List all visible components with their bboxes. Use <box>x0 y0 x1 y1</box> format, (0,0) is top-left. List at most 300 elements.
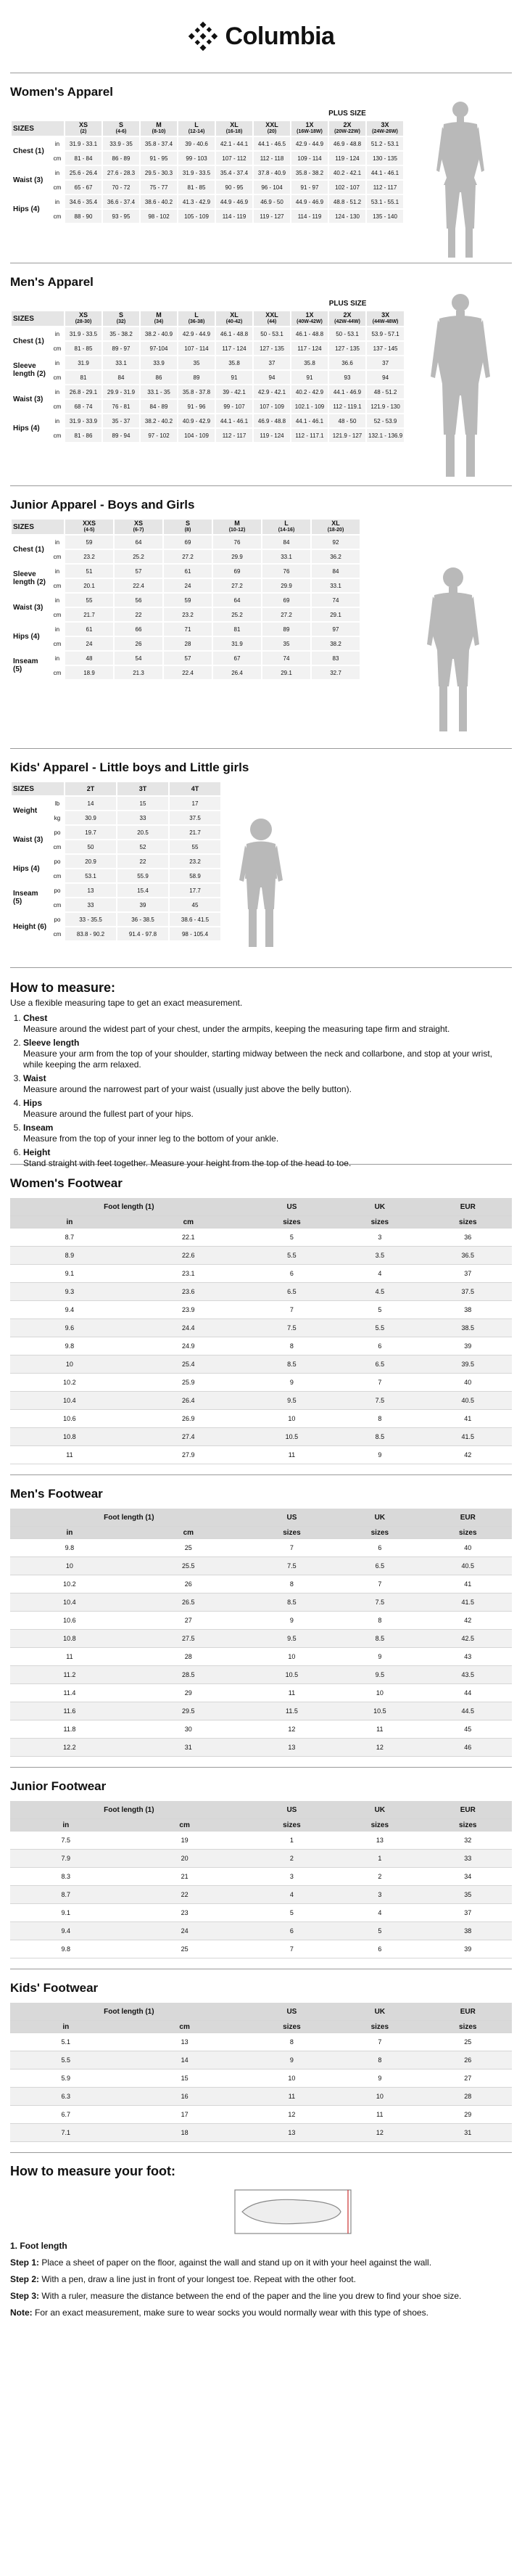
size-value: 29.9 - 31.9 <box>103 385 139 398</box>
size-code: L <box>194 121 199 128</box>
footwear-cell: 39.5 <box>424 1355 512 1374</box>
footwear-cell: 10.2 <box>10 1575 129 1593</box>
unit-in: in <box>54 417 60 424</box>
size-value: 89 <box>262 623 310 636</box>
size-value: 29.9 <box>262 579 310 592</box>
footwear-subheader: sizes <box>336 1819 423 1831</box>
footwear-section <box>0 1176 522 1475</box>
measure-row-in <box>12 414 404 427</box>
size-value: 22.4 <box>115 579 162 592</box>
measure-step <box>23 1147 512 1169</box>
size-value: 127 - 135 <box>329 342 365 355</box>
footwear-subheader: cm <box>122 1819 248 1831</box>
footwear-cell: 11 <box>248 1446 336 1464</box>
footwear-col-header: US <box>248 2003 336 2021</box>
size-range: (24W-26W) <box>372 129 398 134</box>
size-value: 35 <box>262 637 310 650</box>
footwear-cell: 11.5 <box>248 1702 336 1720</box>
unit-in: in <box>54 388 60 395</box>
foot-step-label: Note: <box>10 2308 33 2318</box>
footwear-cell: 40 <box>424 1539 512 1557</box>
measure-step-title: 5. Inseam <box>23 1123 54 1133</box>
size-header-cell <box>65 311 102 326</box>
size-value: 48 <box>65 652 113 665</box>
measure-label: Inseam (5) <box>13 657 38 673</box>
unit-cm: cm <box>53 582 62 589</box>
footwear-cell: 17 <box>122 2106 248 2124</box>
women-apparel-section <box>0 85 522 263</box>
size-value: 29.1 <box>262 666 310 679</box>
footwear-cell: 8.5 <box>336 1630 423 1648</box>
size-range: (2) <box>80 129 87 134</box>
size-code: M <box>156 121 162 128</box>
footwear-cell: 5 <box>248 1228 336 1247</box>
size-value: 91.4 - 97.8 <box>117 927 168 940</box>
footwear-cell: 31 <box>129 1739 248 1757</box>
size-value: 76 <box>262 565 310 578</box>
footwear-cell: 8.9 <box>10 1247 129 1265</box>
measure-row-in <box>12 623 360 636</box>
male-body-figure <box>420 290 500 482</box>
size-value: 44.1 - 46.5 <box>254 137 290 150</box>
measure-label: Height (6) <box>13 922 47 931</box>
size-value: 114 - 119 <box>291 210 328 223</box>
footwear-cell: 5.5 <box>10 2051 122 2070</box>
measure-row-in <box>12 565 360 578</box>
size-value: 29.1 <box>312 608 360 621</box>
size-value: 30.9 <box>65 811 116 824</box>
footwear-cell: 1 <box>336 1850 423 1868</box>
measure-label: Sleeve length (2) <box>13 362 46 378</box>
kids-apparel-title: Kids' Apparel - Little boys and Little girls <box>10 760 249 774</box>
size-value: 84 - 89 <box>141 400 177 413</box>
measure-row-in <box>12 652 360 665</box>
size-range: (14-16) <box>278 528 295 533</box>
men-apparel-title: Men's Apparel <box>10 275 94 289</box>
size-header-row <box>12 782 220 795</box>
size-value: 104 - 109 <box>178 429 215 442</box>
unit-cm: cm <box>53 345 62 352</box>
footwear-cell: 25.4 <box>129 1355 248 1374</box>
size-value: 130 - 135 <box>367 152 403 165</box>
size-value: 27.6 - 28.3 <box>103 166 139 179</box>
size-value: 44.1 - 46.1 <box>216 414 252 427</box>
size-range: (16W-18W) <box>297 129 323 134</box>
unit-in: in <box>54 359 60 366</box>
footwear-cell: 44 <box>424 1684 512 1702</box>
footwear-cell: 6.5 <box>336 1557 423 1575</box>
size-header-cell <box>262 520 310 534</box>
footwear-cell: 6 <box>336 1539 423 1557</box>
size-range: (42W-44W) <box>334 319 360 324</box>
unit-2: cm <box>53 872 62 879</box>
measure-label: Chest (1) <box>13 147 44 155</box>
measure-row-cm <box>12 637 360 650</box>
size-value: 36.2 <box>312 550 360 563</box>
size-value: 89 <box>178 371 215 384</box>
divider <box>10 1767 512 1768</box>
plus-size-label: PLUS SIZE <box>328 109 366 118</box>
size-value: 33 <box>117 811 168 824</box>
size-header-cell: 4T <box>170 782 220 795</box>
footwear-cell: 9.8 <box>10 1940 122 1958</box>
footwear-cell: 13 <box>248 2124 336 2142</box>
footwear-cell: 26.9 <box>129 1410 248 1428</box>
size-value: 117 - 124 <box>291 342 328 355</box>
size-value: 31.9 - 33.5 <box>178 166 215 179</box>
size-range: (8) <box>184 528 191 533</box>
size-value: 89 - 97 <box>103 342 139 355</box>
footwear-row <box>10 2088 512 2106</box>
size-value: 21.7 <box>170 826 220 839</box>
size-value: 14 <box>65 797 116 810</box>
footwear-cell: 41.5 <box>424 1428 512 1446</box>
footwear-cell: 27.4 <box>129 1428 248 1446</box>
footwear-row <box>10 1904 512 1922</box>
men-size-table <box>10 295 405 443</box>
unit-1: po <box>54 887 61 894</box>
size-value: 74 <box>312 594 360 607</box>
footwear-cell: 27.5 <box>129 1630 248 1648</box>
size-code: S <box>185 520 190 527</box>
footwear-section <box>0 1981 522 2153</box>
size-value: 59 <box>164 594 212 607</box>
footwear-cell: 37 <box>424 1904 512 1922</box>
footwear-cell: 23.9 <box>129 1301 248 1319</box>
size-value: 99 - 103 <box>178 152 215 165</box>
footwear-cell: 40.5 <box>424 1392 512 1410</box>
footwear-cell: 12 <box>336 1739 423 1757</box>
size-header-cell <box>103 121 139 136</box>
measure-step <box>23 1013 512 1035</box>
size-value: 81 - 85 <box>65 342 102 355</box>
footwear-cell: 35 <box>424 1886 512 1904</box>
size-value: 55 <box>65 594 113 607</box>
female-body-figure <box>420 98 500 261</box>
footwear-title: Kids' Footwear <box>10 1981 99 1995</box>
size-value: 38.6 - 40.2 <box>141 195 177 208</box>
size-value: 46.9 - 48.8 <box>329 137 365 150</box>
size-value: 76 <box>213 536 261 549</box>
footwear-cell: 33 <box>424 1850 512 1868</box>
footwear-row <box>10 1886 512 1904</box>
footwear-row <box>10 1247 512 1265</box>
footwear-cell: 32 <box>424 1831 512 1850</box>
size-value: 61 <box>164 565 212 578</box>
footwear-cell: 2 <box>336 1868 423 1886</box>
size-value: 22.4 <box>164 666 212 679</box>
size-header-cell <box>65 520 113 534</box>
size-header-cell <box>178 121 215 136</box>
footwear-cell: 6.5 <box>336 1355 423 1374</box>
size-value: 42.9 - 44.9 <box>178 327 215 340</box>
size-value: 31.9 - 33.9 <box>65 414 102 427</box>
footwear-col-header: UK <box>336 1801 423 1819</box>
toddler-body-figure <box>232 815 290 953</box>
size-value: 91 <box>216 371 252 384</box>
footwear-row <box>10 1446 512 1464</box>
size-range: (20W-22W) <box>334 129 360 134</box>
men-apparel-section <box>0 275 522 485</box>
unit-cm: cm <box>53 432 62 439</box>
size-header-cell <box>367 121 403 136</box>
size-value: 35.8 - 38.2 <box>291 166 328 179</box>
footwear-cell: 41.5 <box>424 1593 512 1612</box>
foot-measure-title: How to measure your foot: <box>10 2164 176 2178</box>
footwear-cell: 13 <box>248 1739 336 1757</box>
size-value: 26.8 - 29.1 <box>65 385 102 398</box>
size-value: 55.9 <box>117 869 168 882</box>
size-value: 44.9 - 46.9 <box>216 195 252 208</box>
unit-2: cm <box>53 901 62 908</box>
size-header-cell <box>141 121 177 136</box>
size-value: 33.1 <box>312 579 360 592</box>
size-value: 37 <box>254 356 290 369</box>
footwear-row <box>10 1428 512 1446</box>
foot-step-label: Step 2: <box>10 2274 40 2284</box>
measure-label: Waist (3) <box>13 395 44 403</box>
size-value: 31.9 - 33.5 <box>65 327 102 340</box>
size-range: (32) <box>116 319 126 324</box>
footwear-subheader: sizes <box>424 1819 512 1831</box>
footwear-cell: 28 <box>424 2088 512 2106</box>
footwear-cell: 40 <box>424 1374 512 1392</box>
unit-1: po <box>54 858 61 865</box>
size-code: 3X <box>381 311 390 319</box>
footwear-row <box>10 1539 512 1557</box>
footwear-cell: 34 <box>424 1868 512 1886</box>
footwear-cell: 5 <box>336 1301 423 1319</box>
measure-label: Waist (3) <box>13 603 44 612</box>
footwear-cell: 23.6 <box>129 1283 248 1301</box>
footwear-cell: 39 <box>424 1940 512 1958</box>
measure-step-desc: Measure around the narrowest part of your waist (usually just above the belly button). <box>23 1084 352 1094</box>
footwear-row <box>10 1720 512 1739</box>
footwear-cell: 11 <box>10 1648 129 1666</box>
size-value: 69 <box>213 565 261 578</box>
unit-1: po <box>54 916 61 923</box>
size-header-cell: 3T <box>117 782 168 795</box>
size-value: 58.9 <box>170 869 220 882</box>
unit-2: kg <box>54 814 61 821</box>
footwear-cell: 11.4 <box>10 1684 129 1702</box>
footwear-cell: 4 <box>336 1904 423 1922</box>
measure-step-desc: Measure around the widest part of your chest, under the armpits, keeping the measuring tape firm and straight. <box>23 1024 450 1034</box>
foot-step <box>10 2291 512 2302</box>
measure-row-in <box>12 385 404 398</box>
size-value: 37.5 <box>170 811 220 824</box>
size-value: 26.4 <box>213 666 261 679</box>
foot-steps-list <box>10 2257 512 2318</box>
size-value: 114 - 119 <box>216 210 252 223</box>
measure-label: Chest (1) <box>13 337 44 345</box>
footwear-row <box>10 1831 512 1850</box>
size-header-cell <box>164 520 212 534</box>
unit-cm: cm <box>53 669 62 676</box>
footwear-subheader: sizes <box>424 2021 512 2033</box>
junior-apparel-section <box>0 498 522 748</box>
footwear-cell: 18 <box>122 2124 248 2142</box>
size-value: 35 - 37 <box>103 414 139 427</box>
footwear-cell: 9.4 <box>10 1301 129 1319</box>
measure-row-1 <box>12 855 220 868</box>
divider <box>10 748 512 749</box>
footwear-cell: 30 <box>129 1720 248 1739</box>
footwear-col-header: US <box>248 1509 336 1527</box>
measure-step-desc: Stand straight with feet together. Measure your height from the top of the head to toe. <box>23 1158 352 1168</box>
footwear-col-header: EUR <box>424 1801 512 1819</box>
size-value: 96 - 104 <box>254 181 290 194</box>
footwear-cell: 27 <box>129 1612 248 1630</box>
footwear-subheader: sizes <box>248 2021 336 2033</box>
footwear-size-table <box>10 1801 512 1958</box>
columbia-diamond-icon <box>188 21 218 52</box>
size-value: 42.1 - 44.1 <box>216 137 252 150</box>
footwear-cell: 10 <box>336 1684 423 1702</box>
size-value: 99 - 107 <box>216 400 252 413</box>
footwear-cell: 6 <box>336 1337 423 1355</box>
size-header-cell <box>178 311 215 326</box>
size-value: 35 - 38.2 <box>103 327 139 340</box>
size-value: 44.1 - 46.1 <box>291 414 328 427</box>
measure-row-1 <box>12 884 220 897</box>
foot-length-header: Foot length (1) <box>10 1801 248 1819</box>
size-value: 29.9 <box>213 550 261 563</box>
size-value: 45 <box>170 898 220 911</box>
footwear-subheader-row <box>10 2021 512 2033</box>
size-range: (4-5) <box>83 528 95 533</box>
size-value: 84 <box>103 371 139 384</box>
size-value: 121.9 - 130 <box>367 400 404 413</box>
size-value: 137 - 145 <box>367 342 404 355</box>
size-value: 35.8 - 37.8 <box>178 385 215 398</box>
size-range: (28-30) <box>75 319 92 324</box>
size-value: 112 - 117.1 <box>291 429 328 442</box>
footwear-cell: 22 <box>122 1886 248 1904</box>
footwear-row <box>10 1337 512 1355</box>
size-value: 25.6 - 26.4 <box>65 166 102 179</box>
footwear-cell: 10 <box>10 1557 129 1575</box>
footwear-cell: 7 <box>336 1575 423 1593</box>
size-value: 119 - 127 <box>254 210 290 223</box>
footwear-cell: 8.5 <box>248 1355 336 1374</box>
size-value: 92 <box>312 536 360 549</box>
footwear-cell: 8.3 <box>10 1868 122 1886</box>
footwear-row <box>10 1265 512 1283</box>
size-value: 112 - 117 <box>216 429 252 442</box>
footwear-cell: 41 <box>424 1575 512 1593</box>
footwear-cell: 4 <box>248 1886 336 1904</box>
size-value: 41.3 - 42.9 <box>178 195 215 208</box>
size-value: 90 - 95 <box>216 181 252 194</box>
foot-step <box>10 2308 512 2318</box>
measure-row-cm <box>12 181 403 194</box>
size-value: 135 - 140 <box>367 210 403 223</box>
footwear-cell: 1 <box>248 1831 336 1850</box>
size-value: 42.9 - 42.1 <box>254 385 290 398</box>
footwear-cell: 44.5 <box>424 1702 512 1720</box>
footwear-cell: 12.2 <box>10 1739 129 1757</box>
size-header-cell <box>141 311 177 326</box>
measure-step <box>23 1098 512 1120</box>
kids-size-table <box>10 781 222 942</box>
measure-label: Hips (4) <box>13 864 40 873</box>
footwear-cell: 9 <box>336 1446 423 1464</box>
size-code: 2X <box>343 311 352 319</box>
footwear-cell: 27.9 <box>129 1446 248 1464</box>
size-value: 98 - 102 <box>141 210 177 223</box>
size-value: 127 - 135 <box>254 342 290 355</box>
unit-cm: cm <box>53 403 62 410</box>
size-code: M <box>156 311 162 319</box>
footwear-cell: 26 <box>129 1575 248 1593</box>
size-code: XL <box>230 311 239 319</box>
footwear-row <box>10 2106 512 2124</box>
footwear-cell: 10 <box>248 1410 336 1428</box>
size-value: 51.2 - 53.1 <box>367 137 403 150</box>
size-value: 91 <box>291 371 328 384</box>
measure-row-cm <box>12 579 360 592</box>
measure-row-cm <box>12 550 360 563</box>
size-range: (40-42) <box>225 319 243 324</box>
footwear-cell: 16 <box>122 2088 248 2106</box>
unit-in: in <box>54 567 60 575</box>
size-value: 109 - 114 <box>291 152 328 165</box>
size-value: 33.1 <box>262 550 310 563</box>
footwear-cell: 27 <box>424 2070 512 2088</box>
size-range: (44W-48W) <box>372 319 399 324</box>
size-value: 112 - 118 <box>254 152 290 165</box>
footwear-cell: 5 <box>248 1904 336 1922</box>
size-code: XXS <box>82 520 96 527</box>
foot-length-heading: 1. Foot length <box>10 2241 67 2251</box>
measure-row-cm <box>12 429 404 442</box>
divider <box>10 1474 512 1475</box>
unit-cm: cm <box>53 374 62 381</box>
size-value: 107 - 112 <box>216 152 252 165</box>
size-value: 54 <box>115 652 162 665</box>
size-range: (4-6) <box>115 129 127 134</box>
footwear-cell: 7.5 <box>10 1831 122 1850</box>
measure-step-title: 6. Height <box>23 1147 51 1157</box>
size-value: 66 <box>115 623 162 636</box>
footwear-cell: 10 <box>248 1648 336 1666</box>
unit-cm: cm <box>53 553 62 560</box>
footwear-subheader: sizes <box>336 1527 423 1539</box>
footwear-row <box>10 1612 512 1630</box>
foot-measure-section <box>0 2166 522 2318</box>
measure-step <box>23 1038 512 1070</box>
measure-row-in <box>12 137 403 150</box>
size-range: (16-18) <box>225 129 243 134</box>
footwear-cell: 19 <box>122 1831 248 1850</box>
footwear-cell: 15 <box>122 2070 248 2088</box>
footwear-cell: 9.8 <box>10 1337 129 1355</box>
brand-name: Columbia <box>225 22 335 50</box>
measure-step <box>23 1123 512 1144</box>
divider <box>10 2152 512 2153</box>
footwear-row <box>10 1557 512 1575</box>
footwear-cell: 8.5 <box>336 1428 423 1446</box>
size-value: 33 <box>65 898 116 911</box>
foot-step-label: Step 3: <box>10 2291 40 2301</box>
footwear-row <box>10 1922 512 1940</box>
size-value: 21.3 <box>115 666 162 679</box>
footwear-cell: 10 <box>336 2088 423 2106</box>
footwear-cell: 3.5 <box>336 1247 423 1265</box>
size-value: 33.9 - 35 <box>103 137 139 150</box>
footwear-row <box>10 2070 512 2088</box>
